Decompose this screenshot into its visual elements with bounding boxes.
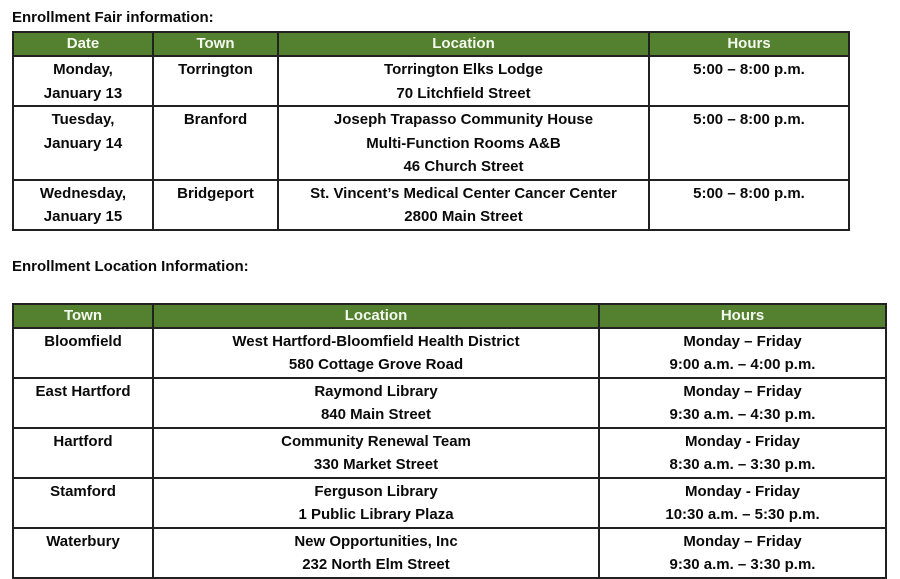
hours-line: 9:30 a.m. – 4:30 p.m. — [669, 406, 816, 423]
cell-hours — [599, 328, 886, 378]
hours-line: Monday - Friday — [684, 482, 800, 500]
cell-location — [153, 328, 599, 378]
cell-town: Waterbury — [13, 528, 153, 578]
hours-line: Monday - Friday — [684, 432, 800, 450]
hours-line: 9:00 a.m. – 4:00 p.m. — [669, 356, 816, 373]
location-header-hours: Hours — [599, 304, 886, 328]
date-line: Tuesday, — [51, 111, 115, 128]
cell-hours — [599, 378, 886, 428]
location-line: Joseph Trapasso Community House — [333, 111, 594, 128]
fair-header-hours: Hours — [649, 32, 849, 56]
date-line: January 13 — [43, 84, 123, 102]
location-line: Community Renewal Team — [281, 432, 471, 450]
location-row-hartford — [13, 428, 886, 478]
date-line: January 14 — [43, 134, 123, 152]
cell-location — [278, 180, 649, 230]
enrollment-location-table — [12, 303, 887, 579]
cell-town: Bloomfield — [13, 328, 153, 378]
cell-town: Bridgeport — [153, 180, 278, 230]
location-header-location: Location — [153, 304, 599, 328]
location-line: 580 Cottage Grove Road — [288, 356, 464, 373]
location-line: New Opportunities, Inc — [294, 532, 458, 550]
location-line: 2800 Main Street — [404, 208, 523, 225]
cell-town: Torrington — [153, 56, 278, 106]
cell-location — [153, 478, 599, 528]
location-row-east-hartford — [13, 378, 886, 428]
hours-line: Monday – Friday — [683, 532, 802, 550]
fair-row-bridgeport — [13, 180, 849, 230]
enrollment-fair-table — [12, 31, 850, 231]
fair-section-title: Enrollment Fair information: — [12, 9, 214, 26]
cell-date — [13, 180, 153, 230]
cell-hours — [599, 428, 886, 478]
cell-hours — [599, 478, 886, 528]
location-line: 70 Litchfield Street — [396, 84, 531, 102]
cell-town: Branford — [153, 106, 278, 180]
fair-header-row — [13, 32, 849, 56]
hours-line: 8:30 a.m. – 3:30 p.m. — [669, 456, 816, 473]
location-header-row — [13, 304, 886, 328]
cell-town: East Hartford — [13, 378, 153, 428]
location-line: Raymond Library — [314, 382, 438, 400]
fair-row-branford — [13, 106, 849, 180]
cell-hours: 5:00 – 8:00 p.m. — [649, 106, 849, 180]
cell-town: Hartford — [13, 428, 153, 478]
hours-line: 9:30 a.m. – 3:30 p.m. — [669, 556, 816, 573]
location-line: West Hartford-Bloomfield Health District — [232, 332, 520, 350]
cell-hours — [599, 528, 886, 578]
hours-line: Monday – Friday — [683, 332, 802, 350]
location-line: Ferguson Library — [314, 482, 438, 500]
date-line: January 15 — [43, 208, 123, 225]
location-line: St. Vincent’s Medical Center Cancer Center — [310, 184, 617, 202]
location-line: Torrington Elks Lodge — [384, 61, 543, 78]
cell-date — [13, 106, 153, 180]
hours-line: Monday – Friday — [683, 382, 802, 400]
date-line: Monday, — [53, 61, 113, 78]
cell-location — [278, 106, 649, 180]
location-line: 330 Market Street — [313, 456, 439, 473]
cell-date — [13, 56, 153, 106]
location-section-title: Enrollment Location Information: — [12, 257, 249, 275]
cell-location — [153, 378, 599, 428]
fair-header-location: Location — [278, 32, 649, 56]
location-line: 46 Church Street — [403, 158, 524, 175]
fair-header-town: Town — [153, 32, 278, 56]
location-row-bloomfield — [13, 328, 886, 378]
hours-line: 10:30 a.m. – 5:30 p.m. — [665, 506, 820, 523]
cell-location — [278, 56, 649, 106]
location-line: 232 North Elm Street — [302, 556, 450, 573]
cell-hours: 5:00 – 8:00 p.m. — [649, 56, 849, 106]
fair-row-torrington — [13, 56, 849, 106]
location-line: 1 Public Library Plaza — [298, 506, 454, 523]
cell-location — [153, 428, 599, 478]
cell-town: Stamford — [13, 478, 153, 528]
date-line: Wednesday, — [39, 184, 127, 202]
fair-header-date: Date — [13, 32, 153, 56]
location-row-stamford — [13, 478, 886, 528]
location-header-town: Town — [13, 304, 153, 328]
location-row-waterbury — [13, 528, 886, 578]
location-line: Multi-Function Rooms A&B — [366, 134, 561, 152]
location-line: 840 Main Street — [320, 406, 432, 423]
cell-hours: 5:00 – 8:00 p.m. — [649, 180, 849, 230]
cell-location — [153, 528, 599, 578]
